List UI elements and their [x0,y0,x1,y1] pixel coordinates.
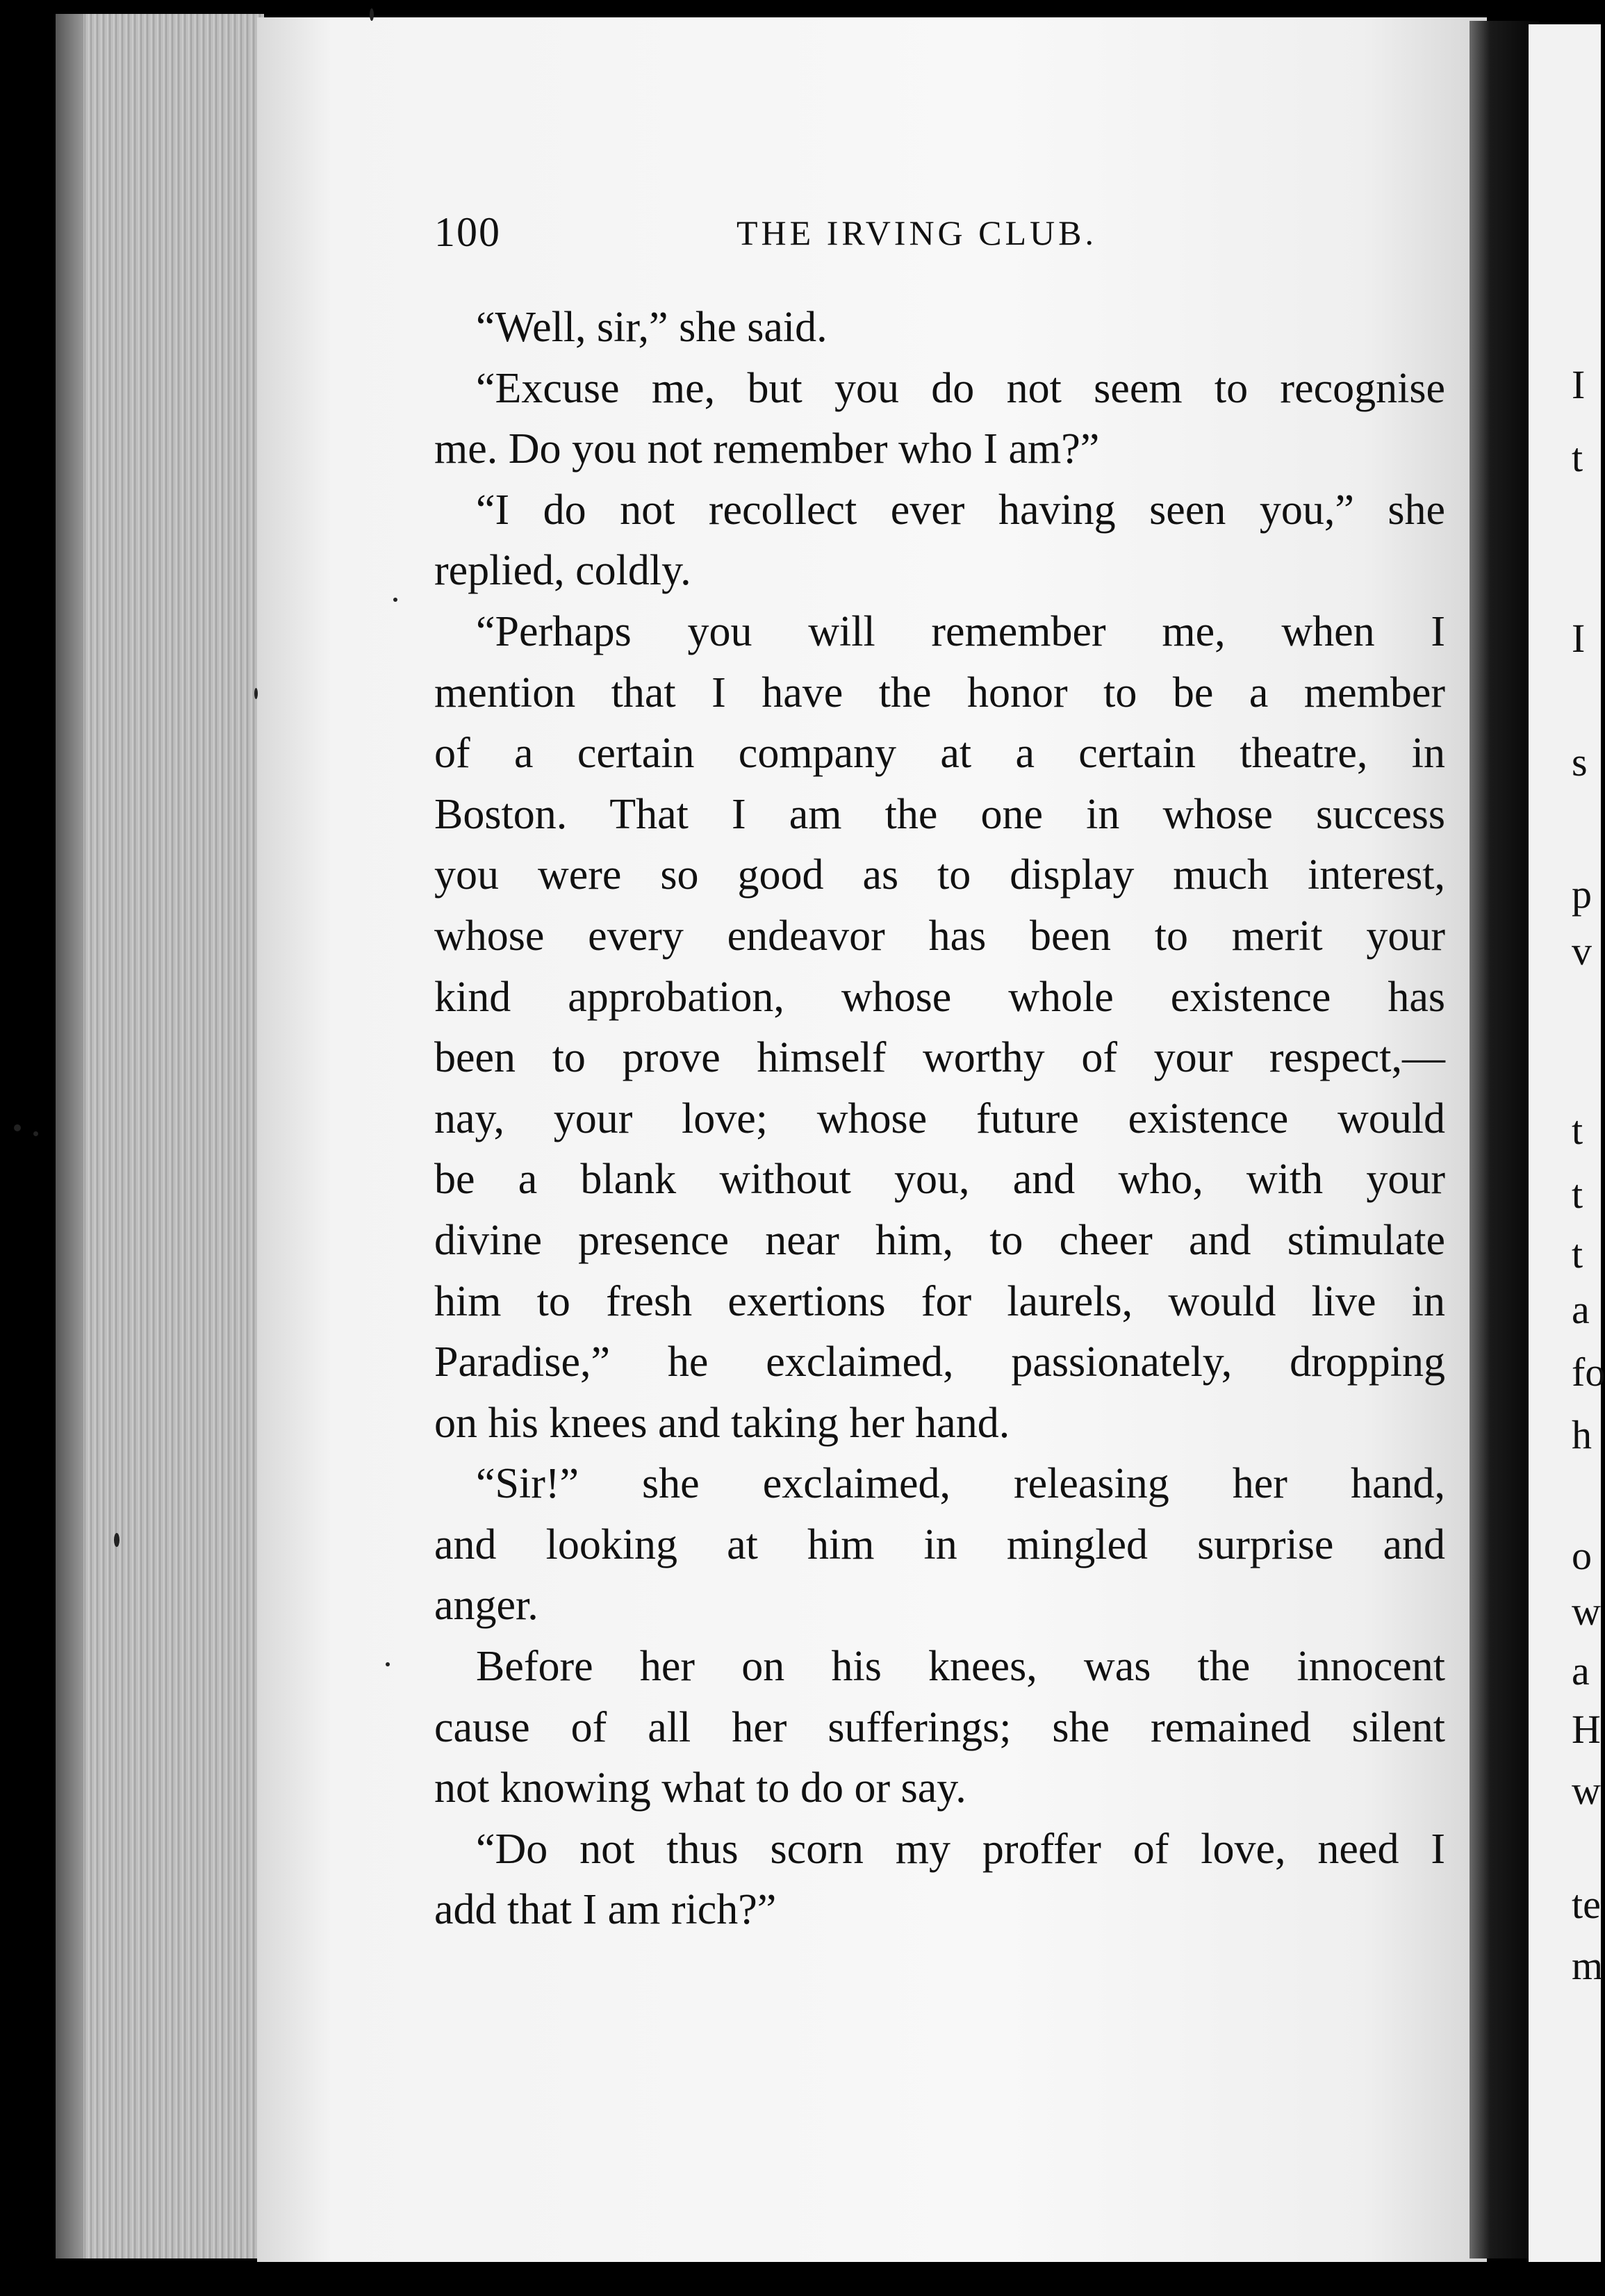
facing-page-fragment: h [1572,1412,1592,1457]
text-line: Paradise,” he exclaimed, passionately, dropping [434,1338,1445,1386]
facing-page-fragment: w [1572,1768,1601,1813]
running-title: THE IRVING CLUB. [736,213,1098,252]
text-line: not knowing what to do or say. [434,1764,966,1812]
scan-speck [33,1131,38,1136]
text-line: “I do not recollect ever having seen you,” she [476,486,1445,534]
facing-page-fragment: t [1572,1108,1583,1153]
text-line: him to fresh exertions for laurels, would live in [434,1277,1445,1325]
facing-page-fragment: o [1572,1533,1592,1578]
text-line: anger. [434,1582,538,1630]
scan-speck [386,1662,390,1666]
body-text [434,297,1445,1941]
text-line: replied, coldly. [434,547,691,595]
facing-page-fragment: v [1572,928,1592,974]
facing-page-fragment: w [1572,1589,1601,1634]
facing-page-fragment: t [1572,435,1583,480]
text-line: Before her on his knees, was the innocent [476,1643,1445,1691]
facing-page-fragment: I [1572,362,1586,407]
facing-page-fragment: fo [1572,1350,1605,1395]
text-line: on his knees and taking her hand. [434,1399,1010,1447]
scan-speck [254,688,258,699]
text-line: “Sir!” she exclaimed, releasing her hand, [476,1460,1445,1508]
facing-page-fragment: s [1572,739,1588,785]
facing-page-fragment: m [1572,1943,1604,1988]
facing-page-fragment: p [1572,871,1592,917]
facing-page-fragment: a [1572,1648,1590,1694]
text-line: Boston. That I am the one in whose success [434,790,1445,838]
facing-page-fragment: t [1572,1172,1583,1217]
facing-page-fragment: a [1572,1287,1590,1332]
scan-speck [393,598,397,602]
text-line: “Do not thus scorn my proffer of love, need I [476,1825,1445,1873]
text-line: “Well, sir,” she said. [476,304,828,351]
page-edge-shadow [56,14,83,2258]
text-line: “Perhaps you will remember me, when I [476,607,1445,655]
text-line: mention that I have the honor to be a member [434,669,1445,716]
facing-page-fragment: te [1572,1882,1601,1927]
facing-page-fragment: I [1572,616,1586,661]
scan-speck [370,8,374,21]
text-line: “Excuse me, but you do not seem to recognise [476,364,1445,412]
text-line: be a blank without you, and who, with your [434,1156,1445,1204]
text-line: add that I am rich?” [434,1886,777,1934]
facing-page-fragment: t [1572,1231,1583,1277]
text-line: and looking at him in mingled surprise and [434,1520,1445,1568]
facing-page-fragment: H [1572,1707,1601,1752]
scan-speck [114,1533,120,1547]
running-head [434,208,1449,264]
page-edges [56,14,264,2258]
text-line: divine presence near him, to cheer and stimulate [434,1216,1445,1264]
text-line: nay, your love; whose future existence would [434,1094,1445,1142]
scan-speck [14,1124,21,1131]
text-line: been to prove himself worthy of your respect,— [434,1034,1445,1082]
page-number: 100 [434,209,501,255]
text-line: me. Do you not remember who I am?” [434,425,1100,473]
text-line: of a certain company at a certain theatre, in [434,730,1445,778]
text-line: you were so good as to display much interest, [434,851,1445,899]
text-line: whose every endeavor has been to merit your [434,912,1445,960]
text-line: kind approbation, whose whole existence has [434,973,1445,1021]
text-line: cause of all her sufferings; she remained silent [434,1703,1445,1751]
